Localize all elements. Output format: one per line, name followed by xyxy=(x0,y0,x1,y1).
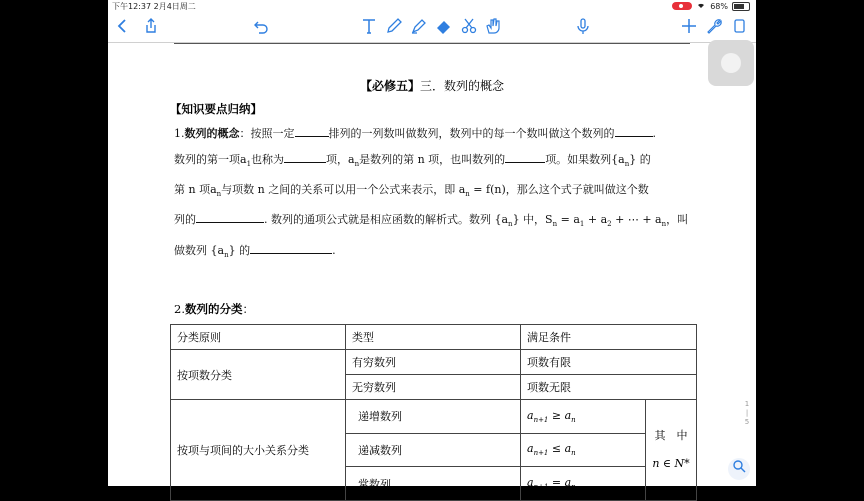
subscript: n xyxy=(508,220,513,229)
note-bottom: n ∈ N* xyxy=(652,457,690,470)
table-cell-condition xyxy=(521,433,646,467)
term-bold: 数列的概念 xyxy=(184,127,240,140)
title-bold: 【必修五】 xyxy=(359,79,420,93)
page-top-rule xyxy=(174,43,690,44)
text: a xyxy=(348,153,355,166)
section1-heading: 【知识要点归纳】 xyxy=(170,102,262,116)
subscript: n+1 xyxy=(533,449,549,458)
blank-field xyxy=(284,150,326,163)
table-cell-type: 有穷数列 xyxy=(346,350,521,375)
floating-assistive-button[interactable] xyxy=(708,40,754,86)
math-op: = xyxy=(548,476,565,490)
wifi-icon xyxy=(696,1,706,11)
text-tool-icon[interactable] xyxy=(358,17,380,37)
text: 做数列 {a xyxy=(174,243,225,257)
text: 项， xyxy=(326,153,349,166)
pen-icon[interactable] xyxy=(383,17,405,37)
table-cell-condition: 项数无限 xyxy=(521,375,697,400)
table-header-cell: 满足条件 xyxy=(521,325,697,350)
section2-number: 2. xyxy=(174,302,185,316)
note-app-screen xyxy=(108,0,756,492)
subscript: n xyxy=(465,190,470,199)
text: } 中，S xyxy=(512,213,553,227)
text: . xyxy=(652,127,656,140)
screen-recording-icon xyxy=(672,2,692,10)
text: 列的 xyxy=(174,213,196,227)
text: } 的 xyxy=(629,153,651,166)
table-row xyxy=(171,400,697,434)
table-cell-condition xyxy=(521,400,646,434)
text: ，叫 xyxy=(666,213,689,227)
section2-heading xyxy=(174,301,254,317)
subscript: n xyxy=(224,250,229,259)
section2-colon: ： xyxy=(242,302,254,316)
subscript: n xyxy=(624,160,630,169)
zoom-icon[interactable] xyxy=(728,458,750,480)
table-header-cell: 分类原则 xyxy=(171,325,346,350)
battery-icon xyxy=(732,2,750,11)
text: + a xyxy=(584,213,608,227)
toolbar xyxy=(108,12,756,43)
status-date: 2月4日周二 xyxy=(153,2,196,11)
text: } 的 xyxy=(228,243,251,257)
note-top: 其 中 xyxy=(654,429,688,442)
page-indicator[interactable] xyxy=(740,400,754,427)
scissors-icon[interactable] xyxy=(458,17,480,37)
status-time: 下午12:37 xyxy=(112,2,152,11)
subscript: n xyxy=(354,160,360,169)
text: . 数列的通项公式就是相应函数的解析式。数列 {a xyxy=(264,213,509,227)
blank-field xyxy=(505,150,545,163)
subscript: n xyxy=(216,190,222,199)
table-row xyxy=(171,350,697,375)
text: 第 n 项a xyxy=(174,183,217,197)
eraser-icon[interactable] xyxy=(433,17,455,37)
subscript: n xyxy=(571,483,576,492)
subscript: n xyxy=(552,220,558,229)
table-cell-type: 常数列 xyxy=(346,467,521,501)
blank-field xyxy=(250,241,332,254)
document-page xyxy=(108,43,756,492)
math-op: ≤ xyxy=(548,442,565,456)
subscript: n xyxy=(571,415,576,424)
status-bar xyxy=(108,0,756,12)
text: 1. xyxy=(174,127,185,140)
text: ：按照一定 xyxy=(239,127,295,140)
table-header-row xyxy=(171,325,697,350)
status-left xyxy=(112,1,196,12)
highlighter-icon[interactable] xyxy=(408,17,430,37)
undo-icon[interactable] xyxy=(250,17,272,37)
pages-icon[interactable] xyxy=(728,17,750,37)
wrench-icon[interactable] xyxy=(703,17,725,37)
math-var: a xyxy=(527,442,534,456)
table-cell-condition xyxy=(521,467,646,501)
math-op: ≥ xyxy=(548,408,565,422)
battery-percent: 68% xyxy=(710,1,728,11)
text: 排列的一列数叫做数列，数列中的每一个数叫做这个数列的 xyxy=(328,127,615,140)
math-var: a xyxy=(564,476,572,490)
chevron-left-icon[interactable] xyxy=(112,17,134,37)
subscript: 2 xyxy=(607,220,612,229)
page-current: 1 xyxy=(744,400,750,408)
subscript: 1 xyxy=(246,160,252,169)
table-cell-type: 无穷数列 xyxy=(346,375,521,400)
page-separator: | xyxy=(745,409,749,417)
table-cell-condition: 项数有限 xyxy=(521,350,697,375)
classification-table xyxy=(170,324,697,501)
page-total: 5 xyxy=(744,418,750,426)
text: 数列的第一项a xyxy=(174,153,247,166)
table-header-cell: 类型 xyxy=(346,325,521,350)
blank-field xyxy=(615,124,653,137)
mic-icon[interactable] xyxy=(572,17,594,37)
status-right xyxy=(672,1,750,11)
text: + ⋯ + a xyxy=(611,213,662,227)
blank-field xyxy=(196,210,264,223)
text: . xyxy=(332,243,336,257)
table-cell-type: 递减数列 xyxy=(346,433,521,467)
plus-icon[interactable] xyxy=(678,17,700,37)
text: 是数列的第 n 项，也叫数列的 xyxy=(359,153,506,166)
table-cell-type: 递增数列 xyxy=(346,400,521,434)
table-group-label: 按项与项间的大小关系分类 xyxy=(171,400,346,501)
text: 也称为 xyxy=(251,153,285,166)
subscript: n xyxy=(571,449,576,458)
math-var: a xyxy=(564,442,572,456)
blank-field xyxy=(295,124,329,137)
subscript: n+1 xyxy=(533,483,549,492)
table-note-cell xyxy=(646,400,697,501)
math-var: a xyxy=(564,408,572,422)
title-rest: 三．数列的概念 xyxy=(420,79,505,93)
table-group-label: 按项数分类 xyxy=(171,350,346,400)
math-var: a xyxy=(527,408,534,422)
section2-title: 数列的分类 xyxy=(184,302,243,316)
text: 项。如果数列{a xyxy=(545,153,625,166)
hand-icon[interactable] xyxy=(482,17,504,37)
text: = f(n)，那么这个式子就叫做这个数 xyxy=(469,183,649,197)
page-title xyxy=(108,77,756,94)
text: = a xyxy=(557,213,580,227)
subscript: n xyxy=(661,220,667,229)
math-var: a xyxy=(527,476,534,490)
text: 与项数 n 之间的关系可以用一个公式来表示，即 a xyxy=(221,183,466,197)
share-icon[interactable] xyxy=(140,17,162,37)
subscript: 1 xyxy=(579,220,585,229)
subscript: n+1 xyxy=(533,415,549,424)
section1-paragraph xyxy=(174,121,694,268)
